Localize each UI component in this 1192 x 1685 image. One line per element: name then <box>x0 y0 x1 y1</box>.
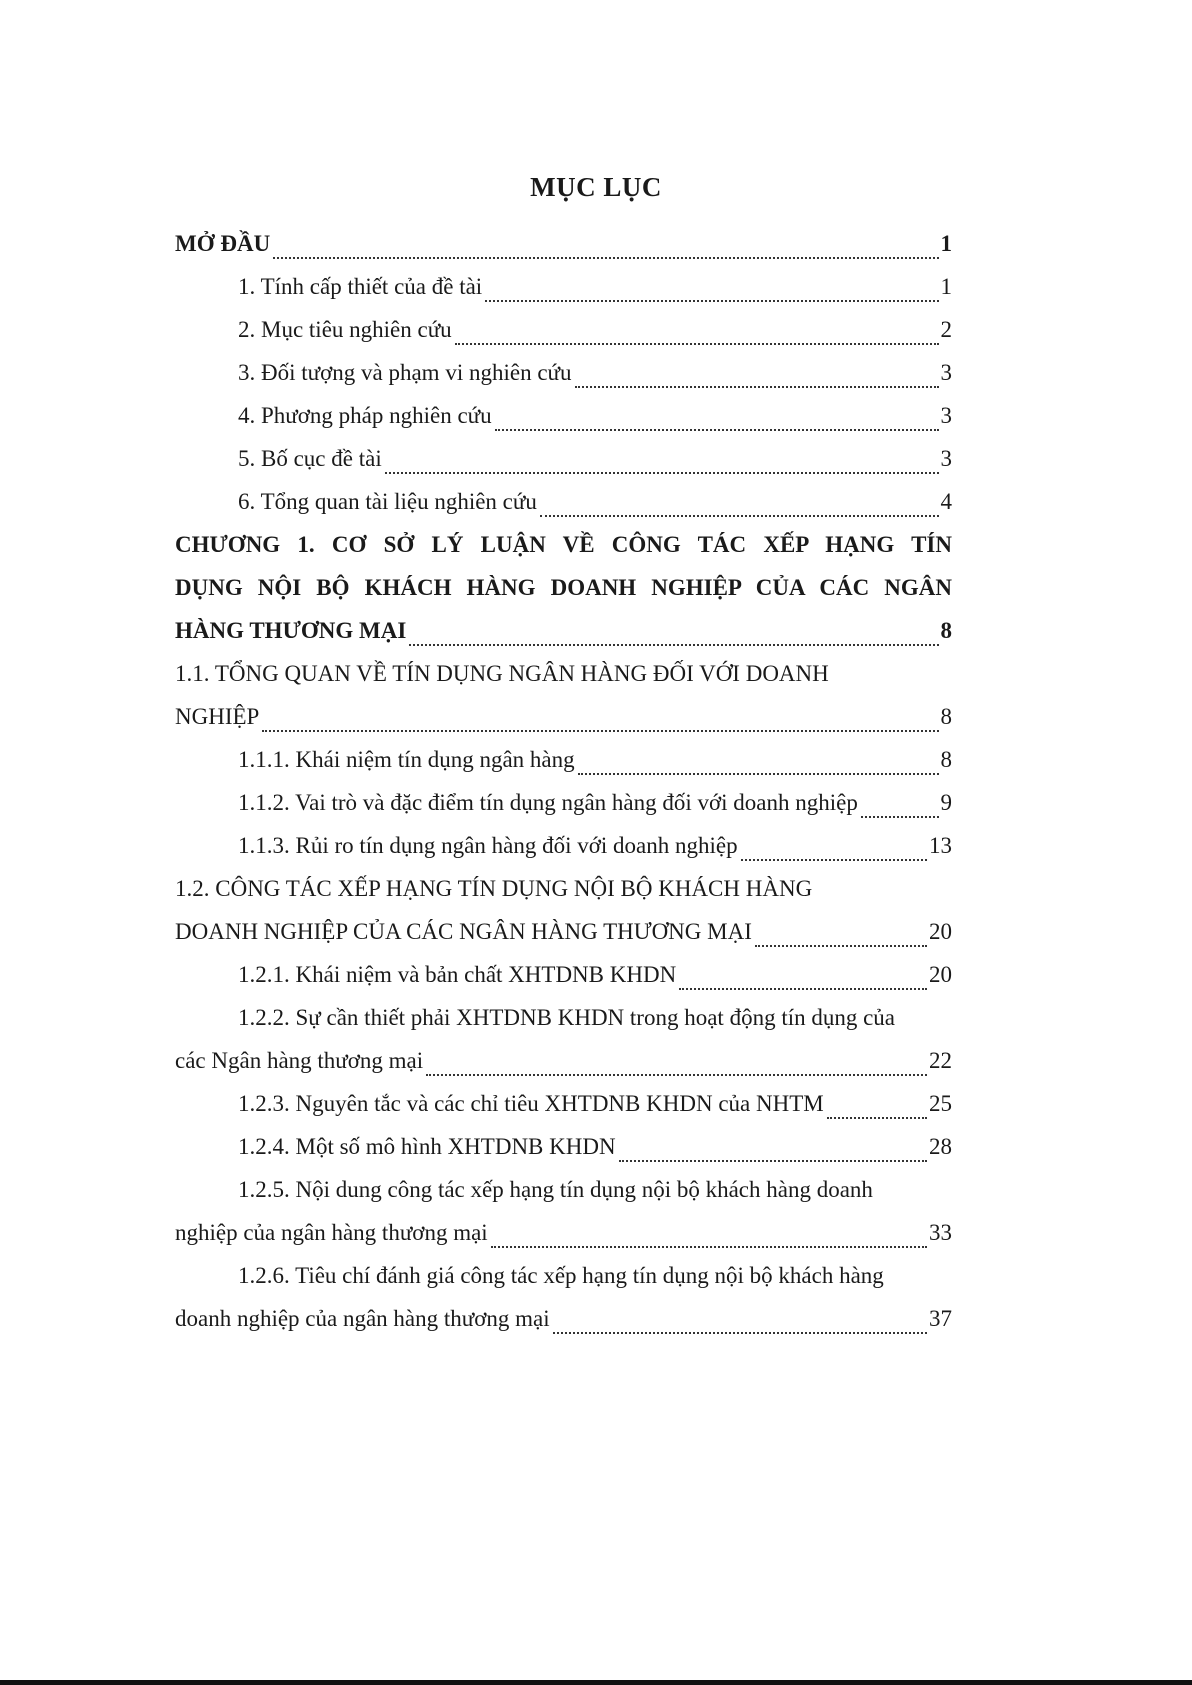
page-bottom-edge <box>0 1680 1192 1685</box>
toc-entry-last-line <box>175 609 952 652</box>
toc-entry-text-line: 1.2.2. Sự cần thiết phải XHTDNB KHDN trong hoạt động tín dụng của <box>238 1005 896 1030</box>
toc-entry-text: NGHIỆP <box>175 704 260 729</box>
toc-page-number: 1 <box>940 274 952 299</box>
dot-leader <box>409 644 938 646</box>
toc-entry-text: doanh nghiệp của ngân hàng thương mại <box>175 1306 550 1331</box>
toc-entry-text: 1.1.1. Khái niệm tín dụng ngân hàng <box>238 747 575 772</box>
toc-entry[interactable] <box>175 480 952 523</box>
toc-entry-text: 1.2.1. Khái niệm và bản chất XHTDNB KHDN <box>238 962 677 987</box>
toc-page-number: 25 <box>929 1091 952 1116</box>
toc-entry[interactable] <box>175 265 952 308</box>
dot-leader <box>273 257 938 259</box>
toc-entry-text: 6. Tổng quan tài liệu nghiên cứu <box>238 489 537 514</box>
toc-entry-text-line: 1.2.6. Tiêu chí đánh giá công tác xếp hạng tín dụng nội bộ khách hàng <box>238 1263 884 1288</box>
toc-page-number: 20 <box>929 919 952 944</box>
dot-leader <box>827 1117 927 1119</box>
toc-page-number: 9 <box>940 790 952 815</box>
toc-entry-section-1-1[interactable] <box>175 652 952 738</box>
toc-page-number: 13 <box>929 833 952 858</box>
toc-entry[interactable] <box>175 437 952 480</box>
toc-page-number: 8 <box>940 747 952 772</box>
dot-leader <box>426 1074 927 1076</box>
toc-entry-text: 5. Bố cục đề tài <box>238 446 382 471</box>
dot-leader <box>861 816 939 818</box>
dot-leader <box>741 859 927 861</box>
toc-entry[interactable] <box>175 781 952 824</box>
toc-page-number: 1 <box>940 231 952 256</box>
dot-leader <box>540 515 939 517</box>
toc-entry-text: các Ngân hàng thương mại <box>175 1048 424 1073</box>
toc-page-number: 4 <box>940 489 952 514</box>
toc-entry-chapter-1[interactable] <box>175 523 952 652</box>
toc-entry-text: 4. Phương pháp nghiên cứu <box>238 403 492 428</box>
toc-entry-text: 1.1.2. Vai trò và đặc điểm tín dụng ngân hàng đối với doanh nghiệp <box>238 790 858 815</box>
toc-entry-text: 1.2.3. Nguyên tắc và các chỉ tiêu XHTDNB KHDN của NHTM <box>238 1091 824 1116</box>
toc-page-number: 20 <box>929 962 952 987</box>
dot-leader <box>491 1246 927 1248</box>
toc-page-number: 33 <box>929 1220 952 1245</box>
toc-entry[interactable] <box>175 351 952 394</box>
toc-entry-last-line <box>175 695 952 738</box>
toc-entry-text: nghiệp của ngân hàng thương mại <box>175 1220 488 1245</box>
toc-entry[interactable] <box>175 1082 952 1125</box>
dot-leader <box>455 343 939 345</box>
toc-entry-1-2-6[interactable] <box>175 1254 952 1340</box>
toc-page-number: 3 <box>940 403 952 428</box>
toc-entry-1-2-5[interactable] <box>175 1168 952 1254</box>
toc-entry-text-line: DỤNG NỘI BỘ KHÁCH HÀNG DOANH NGHIỆP CỦA CÁC NGÂN <box>175 575 952 600</box>
toc-entry-text-line: CHƯƠNG 1. CƠ SỞ LÝ LUẬN VỀ CÔNG TÁC XẾP HẠNG TÍN <box>175 532 952 557</box>
toc-page-number: 3 <box>940 446 952 471</box>
table-of-contents <box>175 222 952 1340</box>
toc-entry-last-line <box>175 1211 952 1254</box>
toc-page-number: 8 <box>940 618 952 643</box>
dot-leader <box>553 1332 927 1334</box>
dot-leader <box>385 472 939 474</box>
toc-entry-text: DOANH NGHIỆP CỦA CÁC NGÂN HÀNG THƯƠNG MẠI <box>175 919 752 944</box>
toc-entry-last-line <box>175 910 952 953</box>
dot-leader <box>578 773 939 775</box>
toc-entry-text: 1.1.3. Rủi ro tín dụng ngân hàng đối với doanh nghiệp <box>238 833 738 858</box>
toc-entry-text: 2. Mục tiêu nghiên cứu <box>238 317 452 342</box>
dot-leader <box>485 300 938 302</box>
toc-entry[interactable] <box>175 394 952 437</box>
toc-entry-text-line: 1.2.5. Nội dung công tác xếp hạng tín dụng nội bộ khách hàng doanh <box>238 1177 873 1202</box>
toc-entry-text: 3. Đối tượng và phạm vi nghiên cứu <box>238 360 572 385</box>
toc-entry-1-2-2[interactable] <box>175 996 952 1082</box>
toc-page-number: 37 <box>929 1306 952 1331</box>
toc-page-number: 22 <box>929 1048 952 1073</box>
dot-leader <box>679 988 927 990</box>
toc-entry-text: 1.2.4. Một số mô hình XHTDNB KHDN <box>238 1134 616 1159</box>
toc-entry-text-line: 1.1. TỔNG QUAN VỀ TÍN DỤNG NGÂN HÀNG ĐỐI VỚI DOANH <box>175 661 829 686</box>
toc-entry[interactable] <box>175 953 952 996</box>
dot-leader <box>495 429 939 431</box>
toc-page-number: 2 <box>940 317 952 342</box>
toc-entry-text: 1. Tính cấp thiết của đề tài <box>238 274 483 299</box>
dot-leader <box>262 730 938 732</box>
toc-page-number: 8 <box>940 704 952 729</box>
dot-leader <box>575 386 939 388</box>
toc-entry-text-line: 1.2. CÔNG TÁC XẾP HẠNG TÍN DỤNG NỘI BỘ KHÁCH HÀNG <box>175 876 813 901</box>
toc-entry[interactable] <box>175 308 952 351</box>
toc-entry-last-line <box>175 1297 952 1340</box>
toc-entry[interactable] <box>175 824 952 867</box>
toc-entry-last-line <box>175 1039 952 1082</box>
toc-entry-text: MỞ ĐẦU <box>175 231 271 256</box>
dot-leader <box>755 945 927 947</box>
toc-page-number: 28 <box>929 1134 952 1159</box>
toc-page-number: 3 <box>940 360 952 385</box>
toc-entry[interactable] <box>175 1125 952 1168</box>
toc-title: MỤC LỤC <box>530 172 662 202</box>
toc-entry[interactable] <box>175 222 952 265</box>
dot-leader <box>619 1160 927 1162</box>
toc-entry-section-1-2[interactable] <box>175 867 952 953</box>
toc-entry-text: HÀNG THƯƠNG MẠI <box>175 618 407 643</box>
toc-entry[interactable] <box>175 738 952 781</box>
